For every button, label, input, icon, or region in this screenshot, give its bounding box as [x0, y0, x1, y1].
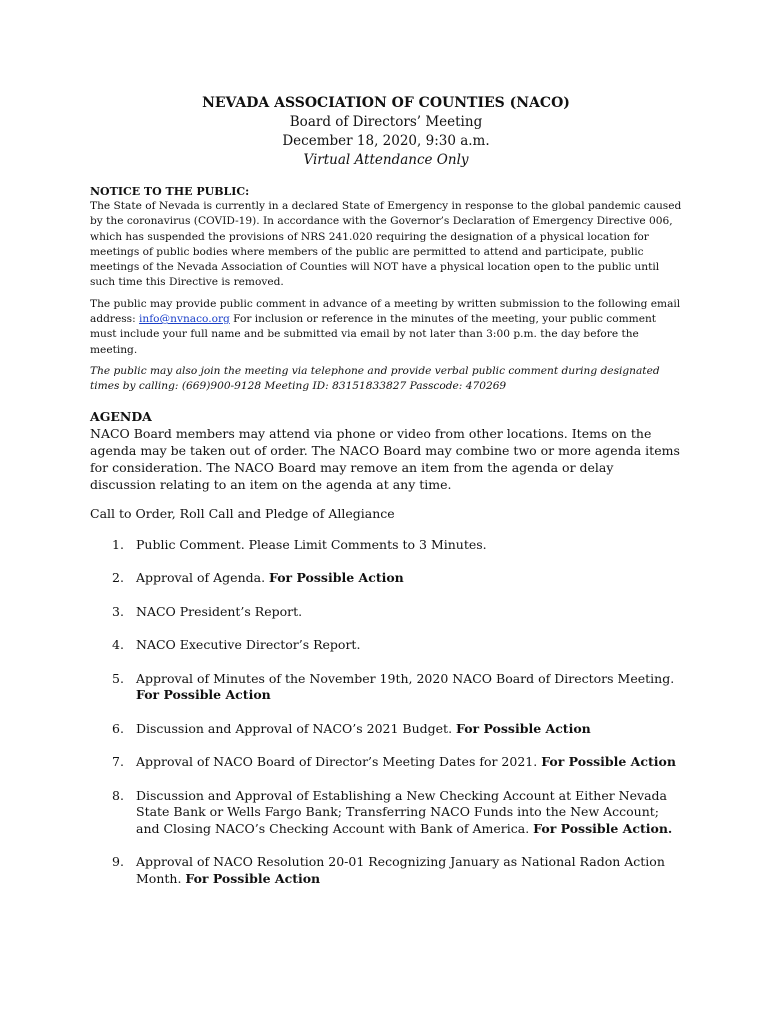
- item-number: 2.: [112, 570, 124, 586]
- item-text: Approval of NACO Board of Director’s Meeting Dates for 2021.: [136, 754, 542, 770]
- agenda-intro: NACO Board members may attend via phone or video from other locations. Items on the agenda may be taken out of order. The NACO Board may combine two or more agenda items for consideration. The NACO Board may remove an item from the agenda or delay discussion relating to an item on the agenda at any time.: [90, 425, 680, 492]
- notice-paragraph-emergency: The State of Nevada is currently in a declared State of Emergency in response to the global pandemic caused by the coronavirus (COVID-19). In accordance with the Governor’s Declaration of Emergency Directive 006, which has suspended the provisions of NRS 241.020 requiring the designation of a physical location for meetings of public bodies where members of the public are permitted to attend and participate, public meetings of the Nevada Association of Counties will NOT have a physical location open to the public until such time this Directive is removed.: [90, 200, 682, 289]
- item-action: For Possible Action: [456, 720, 591, 736]
- item-text: Public Comment. Please Limit Comments to 3 Minutes.: [136, 536, 487, 552]
- agenda-item: [90, 637, 682, 654]
- comment-text-after: For inclusion or reference in the minutes of the meeting, your public comment must include your full name and be submitted via email by not later than 3:00 p.m. the day before the meeting.: [90, 313, 657, 356]
- item-number: 8.: [112, 787, 124, 803]
- item-number: 1.: [112, 536, 124, 552]
- email-link[interactable]: info@nvnaco.org: [139, 313, 230, 326]
- document-page: [90, 92, 682, 904]
- item-text: Discussion and Approval of NACO’s 2021 Budget.: [136, 720, 457, 736]
- attendance-note: Virtual Attendance Only: [303, 152, 469, 168]
- notice-heading: NOTICE TO THE PUBLIC:: [90, 185, 250, 198]
- item-number: 6.: [112, 720, 124, 736]
- item-number: 3.: [112, 603, 124, 619]
- organization-title: NEVADA ASSOCIATION OF COUNTIES (NACO): [202, 95, 570, 111]
- agenda-heading: AGENDA: [90, 408, 152, 424]
- meeting-date-time: December 18, 2020, 9:30 a.m.: [282, 133, 490, 149]
- item-number: 9.: [112, 854, 124, 870]
- item-number: 5.: [112, 670, 124, 686]
- item-action: For Possible Action: [269, 570, 404, 586]
- item-text: Approval of Minutes of the November 19th, 2020 NACO Board of Directors Meeting.: [136, 670, 675, 686]
- meeting-title: Board of Directors’ Meeting: [289, 114, 483, 130]
- item-text: NACO Executive Director’s Report.: [136, 637, 361, 653]
- item-number: 4.: [112, 637, 124, 653]
- item-text: NACO President’s Report.: [136, 603, 303, 619]
- item-text: Approval of NACO Resolution 20-01 Recognizing January as National Radon Action Month.: [136, 854, 665, 886]
- item-action: For Possible Action: [541, 754, 676, 770]
- agenda-item: [90, 570, 682, 587]
- document-header: [90, 94, 682, 170]
- item-text: Discussion and Approval of Establishing a New Checking Account at Either Nevada State Bank or Wells Fargo Bank; Transferring NACO Funds into the New Account; and Closing NACO’s Checking Account with Bank of America.: [136, 787, 667, 836]
- item-action: For Possible Action: [185, 870, 321, 886]
- item-number: 7.: [112, 754, 124, 770]
- agenda-item: [90, 671, 682, 704]
- agenda-item: [90, 537, 682, 554]
- item-text: Approval of Agenda.: [136, 570, 270, 586]
- item-action: For Possible Action: [136, 687, 271, 703]
- agenda-item: [90, 788, 682, 838]
- item-action: For Possible Action.: [533, 820, 673, 836]
- call-to-order: Call to Order, Roll Call and Pledge of Allegiance: [90, 505, 395, 521]
- agenda-item: [90, 754, 682, 771]
- agenda-items-list: [90, 537, 682, 888]
- comment-text-before: The public may provide public comment in advance of a meeting by written submission to the following email address:: [90, 297, 681, 326]
- agenda-item: [90, 854, 682, 887]
- agenda-item: [90, 721, 682, 738]
- notice-paragraph-comment: [90, 297, 682, 358]
- notice-paragraph-telephone: The public may also join the meeting via telephone and provide verbal public comment during designated times by calling: (669)900-9128 Meeting ID: 83151833827 Passcode: 470269: [90, 364, 660, 393]
- agenda-item: [90, 604, 682, 621]
